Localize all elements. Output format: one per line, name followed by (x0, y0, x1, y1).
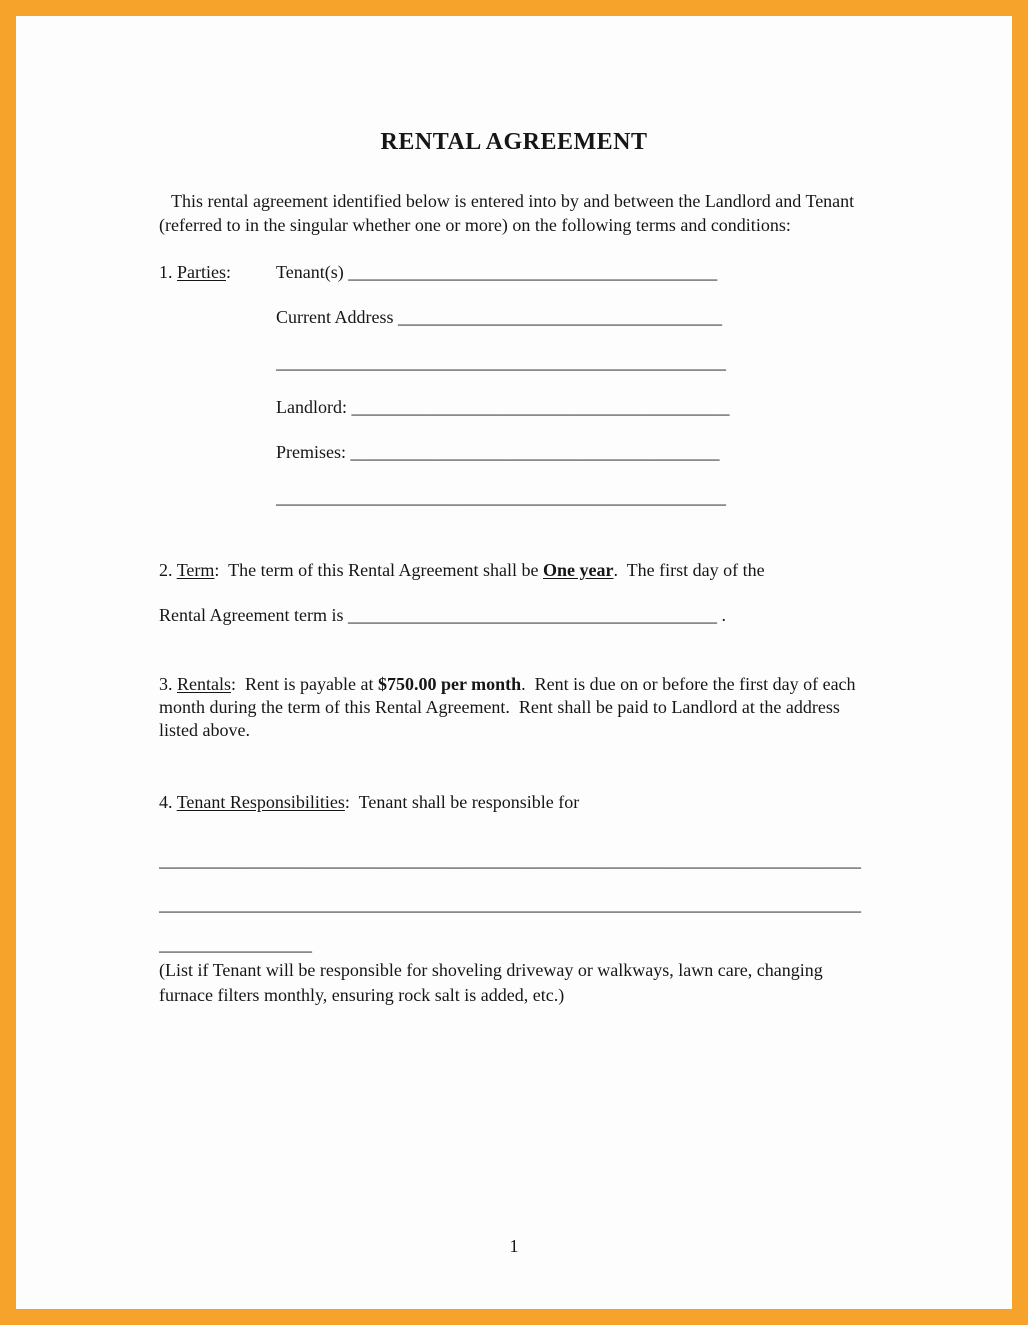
section-label: Term (176, 560, 215, 580)
form-row-premises-continued (276, 485, 869, 509)
field-label: Tenant(s) (276, 262, 349, 282)
section-number: 1. (159, 262, 177, 282)
blank-line: _________________________________________ (350, 442, 720, 462)
field-label: Premises: (276, 442, 351, 462)
form-row-current-address (276, 305, 869, 329)
section-tenant-responsibilities (159, 790, 869, 1008)
rentals-text-tail: . Rent is due on or before the first day of each month during the term of this Rental Agreement. Rent shall be paid to Landlord at the address listed above. (159, 674, 861, 740)
section-number: 2. (159, 560, 177, 580)
intro-paragraph: This rental agreement identified below is entered into by and between the Landlord and Tenant (referred to in the singular whether one or more) on the following terms and conditions: (159, 191, 859, 235)
document-page (16, 16, 1012, 1309)
term-start-label: Rental Agreement term is (159, 605, 348, 625)
field-label: Current Address (276, 307, 398, 327)
section-parties-heading (159, 260, 276, 509)
section-label: Parties (177, 262, 226, 282)
blank-line: __________________________________________________ (276, 352, 726, 372)
term-line-end: . (716, 605, 726, 625)
document-content (16, 128, 1012, 1008)
blank-line: _________________________________________ (348, 262, 718, 282)
term-line-1 (159, 558, 869, 582)
rent-amount: $750.00 per month (377, 674, 522, 694)
blank-line: _________________________________________ (347, 605, 717, 625)
section-number: 3. (159, 674, 177, 694)
blank-line: __________________________________________ (351, 397, 730, 417)
form-row-address-continued (276, 350, 869, 374)
form-row-landlord (276, 395, 869, 419)
section-rentals (159, 673, 869, 742)
page-number: 1 (509, 1236, 519, 1256)
section-parties (159, 260, 869, 509)
form-row-premises (276, 440, 869, 464)
document-title: RENTAL AGREEMENT (380, 129, 648, 155)
field-label: Landlord: (276, 397, 352, 417)
responsibilities-text: : Tenant shall be responsible for (344, 792, 580, 812)
blank-line-3: _________________ (159, 934, 312, 954)
responsibilities-note: (List if Tenant will be responsible for shoveling driveway or walkways, lawn care, changing furnace filters monthly, ensuring rock salt is added, etc.) (159, 960, 828, 1005)
section-label-colon: : (226, 262, 232, 282)
blank-line-1: ______________________________________________________________________________ (159, 850, 861, 870)
blank-line: ____________________________________ (397, 307, 722, 327)
term-duration: One year (543, 560, 614, 580)
responsibilities-heading (159, 790, 869, 814)
blank-line: __________________________________________________ (276, 487, 726, 507)
blank-line-2: ______________________________________________________________________________ (159, 894, 861, 914)
form-row-tenants (276, 260, 869, 284)
section-label: Rentals (177, 674, 231, 694)
term-text: : The term of this Rental Agreement shall be (214, 560, 544, 580)
section-term (159, 558, 869, 627)
parties-fields (276, 260, 869, 509)
rentals-text: : Rent is payable at (231, 674, 378, 694)
term-line-2 (159, 603, 869, 627)
section-label: Tenant Responsibilities (176, 792, 345, 812)
term-text-tail: . The first day of the (613, 560, 765, 580)
section-number: 4. (159, 792, 177, 812)
